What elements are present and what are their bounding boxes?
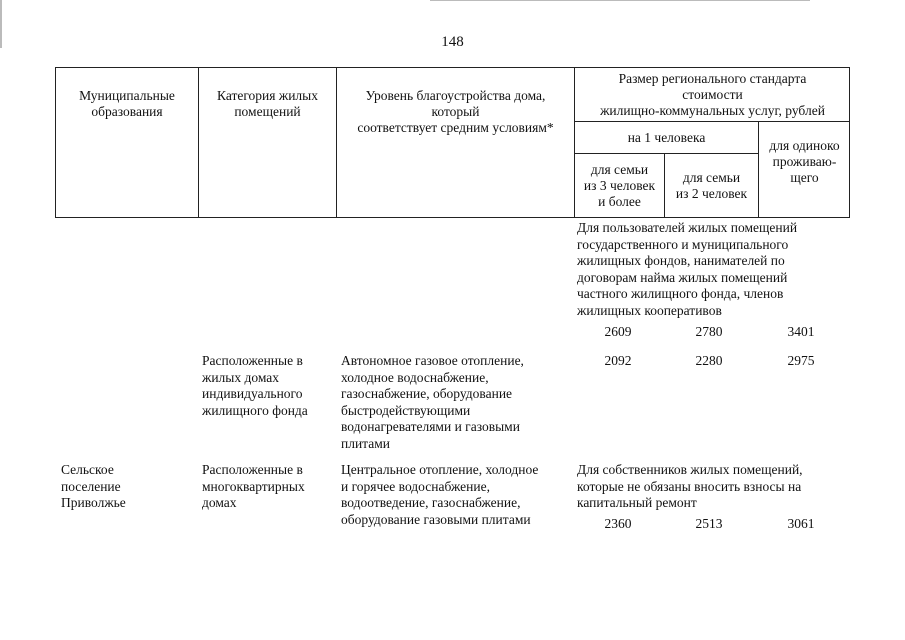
header-per-person: на 1 человека	[627, 130, 706, 145]
row1-single-value: 3401	[787, 324, 815, 339]
page-number: 148	[441, 34, 464, 50]
row3-category: Расположенные в многоквартирных домах	[202, 462, 305, 510]
header-category: Категория жилых помещений	[217, 88, 318, 119]
row3-note: Для собственников жилых помещений, которые не обязаны вносить взносы на капитальный ремонт	[577, 462, 803, 510]
header-family3: для семьи из 3 человек и более	[583, 162, 656, 209]
row1-family3-value: 2609	[604, 324, 632, 339]
row3-municipality: Сельское поселение Приволжье	[61, 462, 126, 510]
header-single: для одиноко проживаю- щего	[769, 138, 840, 185]
row3-level: Центральное отопление, холодное и горячее водоснабжение, водоотведение, газоснабжение, оборудование газовыми плитами	[341, 462, 539, 527]
row2-family3-value: 2092	[604, 353, 632, 368]
row3-family3-value: 2360	[604, 516, 632, 531]
scan-top-mark	[430, 0, 810, 1]
row3-single-value: 3061	[787, 516, 815, 531]
row2-single-value: 2975	[787, 353, 815, 368]
header-standard-title: Размер регионального стандарта стоимости жилищно-коммунальных услуг, рублей	[600, 71, 825, 118]
header-family2: для семьи из 2 человек	[675, 170, 748, 201]
header-municipality: Муниципальные образования	[79, 88, 175, 119]
header-table	[55, 67, 850, 218]
row1-note: Для пользователей жилых помещений государственного и муниципального жилищных фондов, нанимателей по договорам найма жилых помещений частного жилищного фонда, членов жилищных кооперативов	[577, 220, 798, 318]
row2-family2-value: 2280	[695, 353, 723, 368]
divider	[574, 153, 758, 154]
row2-category: Расположенные в жилых домах индивидуального жилищного фонда	[202, 353, 308, 418]
header-level: Уровень благоустройства дома, который соответствует средним условиям*	[357, 88, 554, 135]
row2-level: Автономное газовое отопление, холодное водоснабжение, газоснабжение, оборудование быстродействующими водонагревателями и газовыми плитами	[341, 353, 524, 451]
row1-family2-value: 2780	[695, 324, 723, 339]
divider	[574, 121, 850, 122]
row3-family2-value: 2513	[695, 516, 723, 531]
